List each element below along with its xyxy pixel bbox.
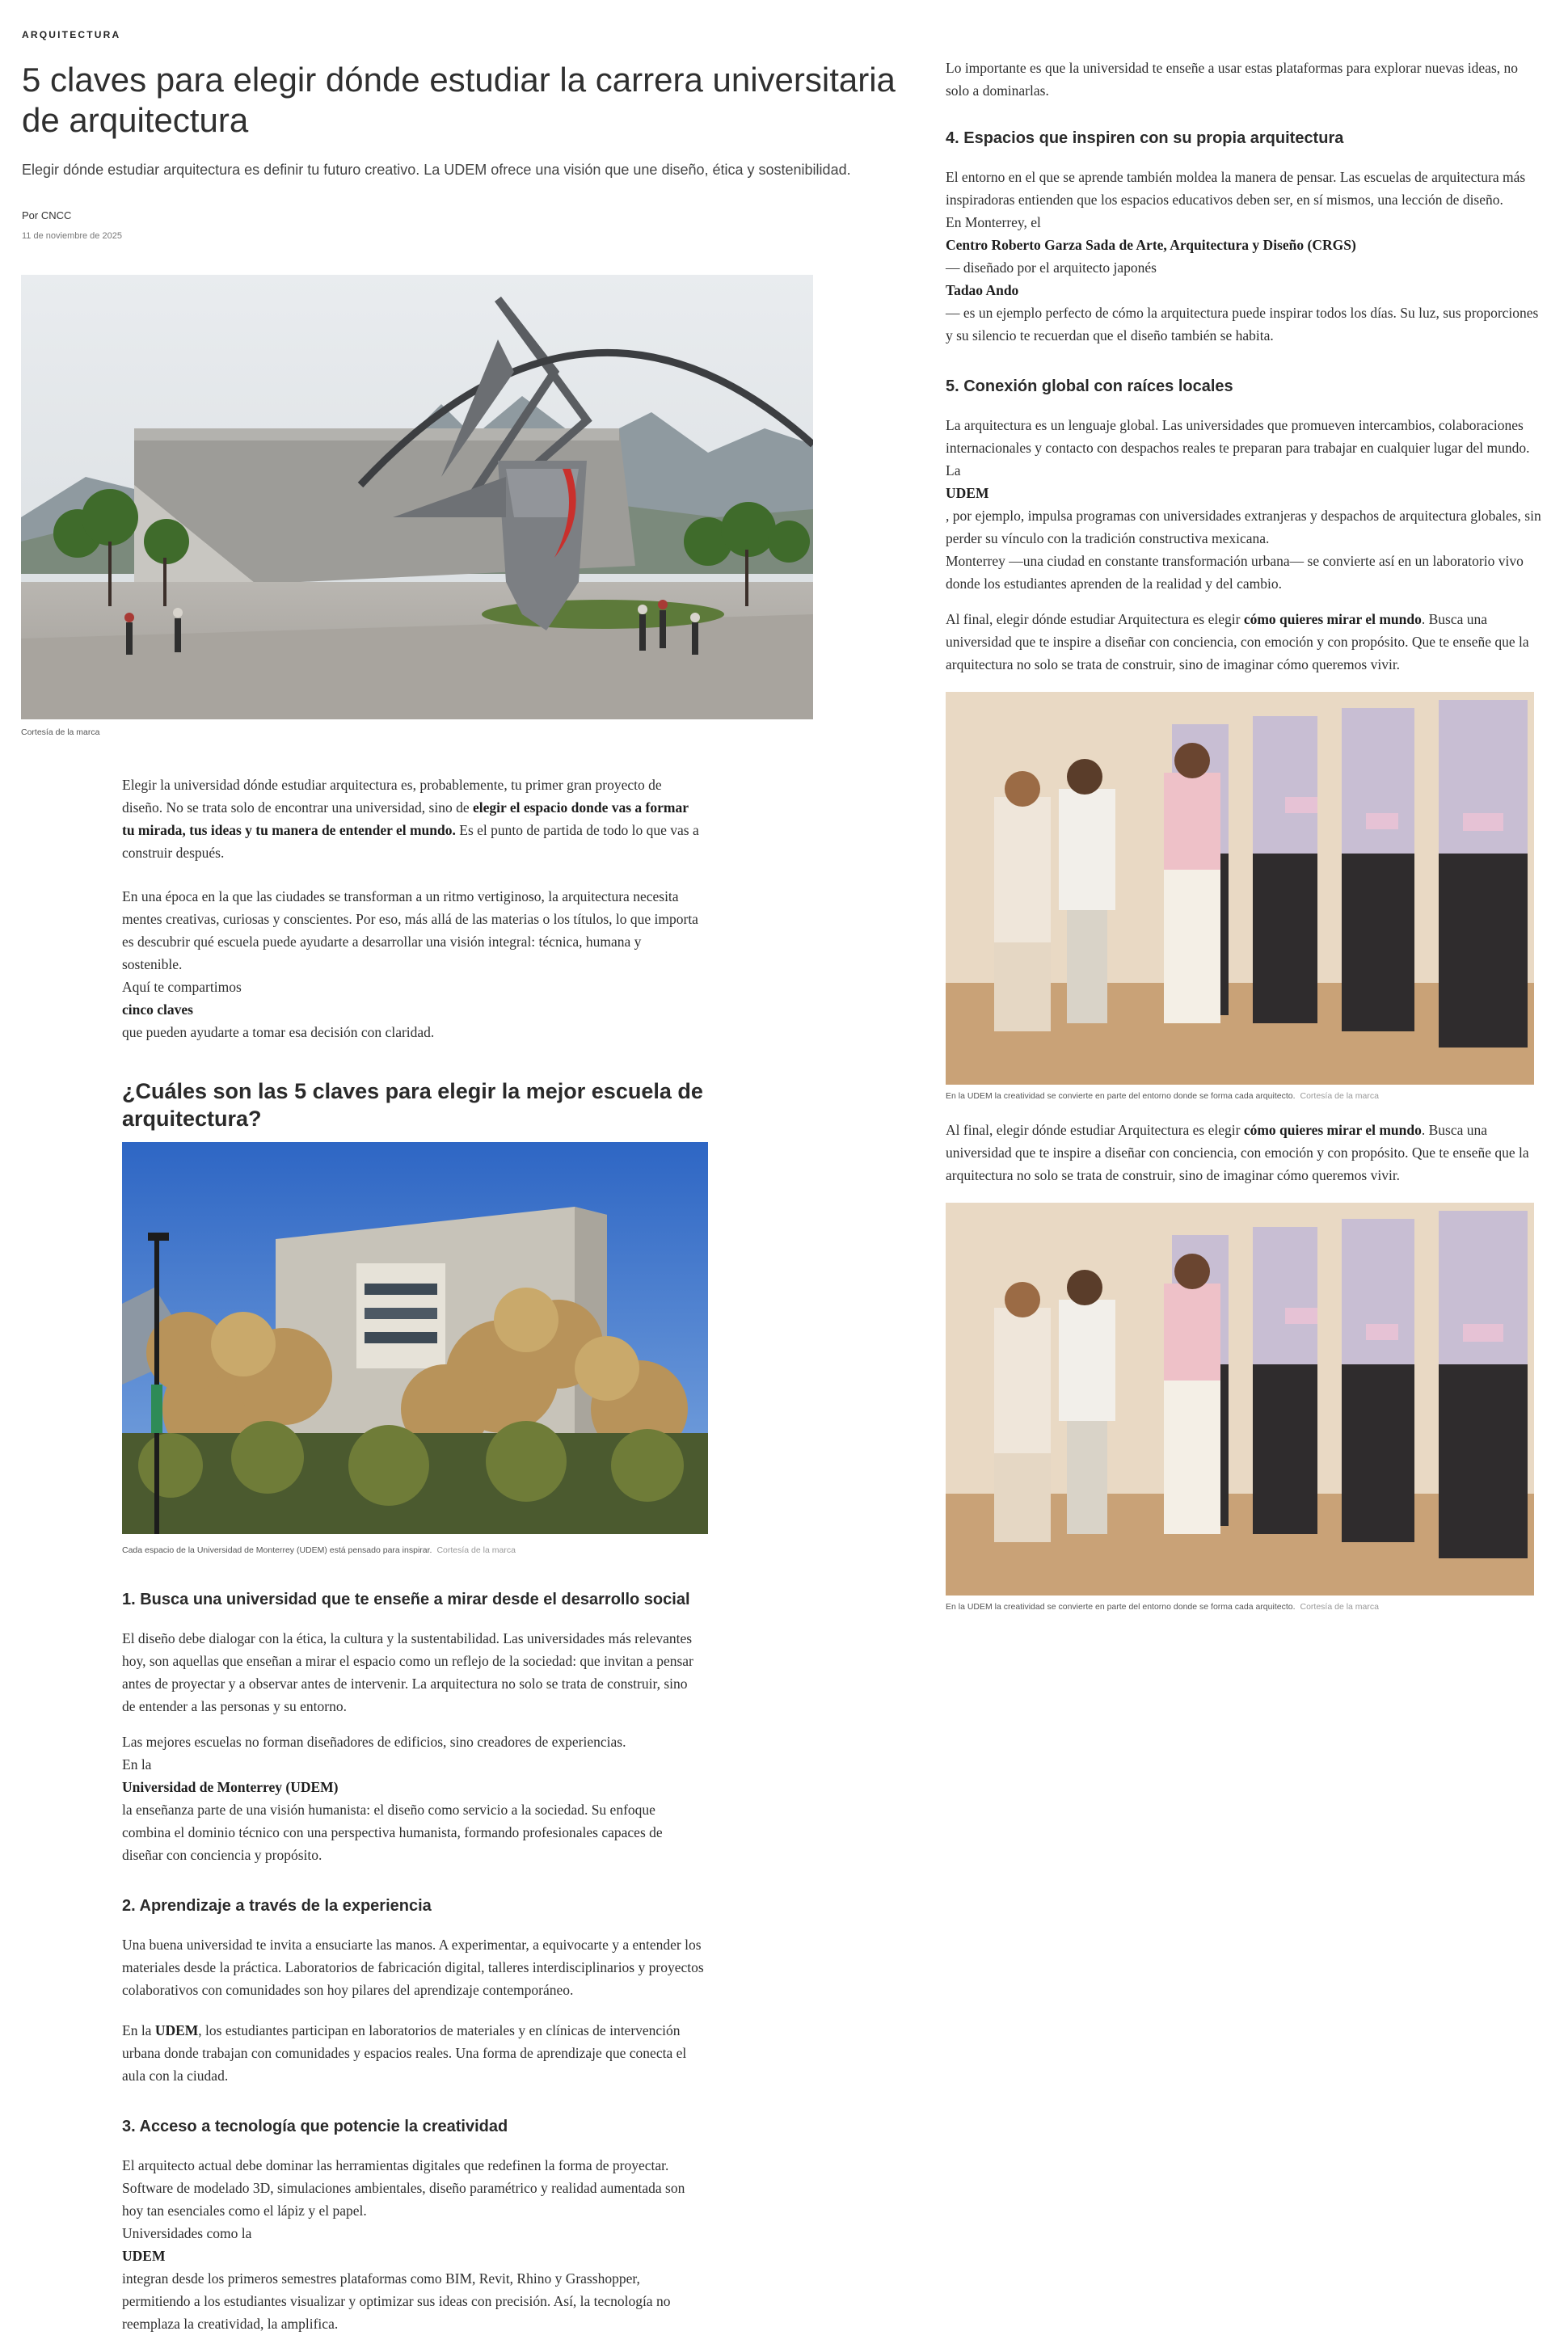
closing-paragraph-1: Al final, elegir dónde estudiar Arquitectura es elegir cómo quieres mirar el mundo. Busca una universidad que te inspire a diseñar con conciencia, con emoción y con propósito. Que te enseñe que la arquitectura no solo se trata de construir, sino de imaginar cómo queremos vivir. xyxy=(946,611,1529,672)
section-3-text: El arquitecto actual debe dominar las herramientas digitales que redefinen la forma de proyectar. Software de modelado 3D, simulaciones ambientales, diseño paramétrico y realidad aumentada son hoy tan esenciales como el lápiz y el papel. xyxy=(122,2157,685,2219)
section-3-text: Universidades como la UDEM integran desde los primeros semestres plataformas como BIM, Revit, Rhino y Grasshopper, permitiendo a los estudiantes visualizar y optimizar sus ideas con precisión. Así, la tecnología no reemplaza la creatividad, la amplifica. xyxy=(122,2225,671,2332)
students-figure-1 xyxy=(946,692,1544,1101)
students-caption-1: En la UDEM la creatividad se convierte en parte del entorno donde se forma cada arquitecto. Cortesía de la marca xyxy=(946,1091,1379,1101)
photo-credit: Cortesía de la marca xyxy=(436,1545,516,1555)
udem-building-illustration xyxy=(122,1142,708,1534)
intro-line: Aquí te compartimos cinco claves que pueden ayudarte a tomar esa decisión con claridad. xyxy=(122,979,435,1040)
main-section-heading: ¿Cuáles son las 5 claves para elegir la mejor escuela de arquitectura? xyxy=(122,1079,703,1131)
section-1-text: En la Universidad de Monterrey (UDEM) la enseñanza parte de una visión humanista: el diseño como servicio a la sociedad. Su enfoque combina el dominio técnico con una perspectiva humanista, formando profesionales capaces de diseñar con conciencia y propósito. xyxy=(122,1756,663,1863)
section-5-text: Monterrey —una ciudad en constante transformación urbana— se convierte así en un laboratorio vivo donde los estudiantes aprenden de la realidad y del cambio. xyxy=(946,553,1524,592)
intro-paragraph-2 xyxy=(122,885,704,1043)
campus-image xyxy=(122,1142,708,1534)
section-3-paragraph-1 xyxy=(122,2154,704,2335)
closing-paragraph-2: Al final, elegir dónde estudiar Arquitectura es elegir cómo quieres mirar el mundo. Busca una universidad que te inspire a diseñar con conciencia, con emoción y con propósito. Que te enseñe que la arquitectura no solo se trata de construir, sino de imaginar cómo queremos vivir. xyxy=(946,1122,1529,1183)
photo-credit: Cortesía de la marca xyxy=(1300,1602,1379,1612)
gallery-students-illustration xyxy=(946,692,1534,1085)
section-5-paragraph-1 xyxy=(946,414,1544,595)
section-3-heading: 3. Acceso a tecnología que potencie la creatividad xyxy=(122,2118,508,2135)
article-body-right xyxy=(946,57,1544,1612)
section-4-text: El entorno en el que se aprende también moldea la manera de pensar. Las escuelas de arquitectura más inspiradoras entienden que los espacios educativos deben ser, en sí mismos, una lección de diseño. xyxy=(946,169,1526,208)
article-dek: Elegir dónde estudiar arquitectura es definir tu futuro creativo. La UDEM ofrece una visión que une diseño, ética y sostenibilidad. xyxy=(22,162,851,178)
section-2-paragraph-2: En la UDEM, los estudiantes participan en laboratorios de materiales y en clínicas de intervención urbana donde trabajan con comunidades y espacios reales. Una forma de aprendizaje que conecta el aula con la ciudad. xyxy=(122,2022,687,2084)
section-1-paragraph-1: El diseño debe dialogar con la ética, la cultura y la sustentabilidad. Las universidades más relevantes hoy, son aquellas que enseñan a mirar el espacio como un reflejo de la sociedad: que invitan a pensar antes de proyectar y a observar antes de intervenir. La arquitectura no solo se trata de construir, sino de entender a las personas y su entorno. xyxy=(122,1630,693,1714)
publish-date: 11 de noviembre de 2025 xyxy=(22,231,122,241)
section-1-paragraph-2 xyxy=(122,1730,704,1866)
section-5-heading: 5. Conexión global con raíces locales xyxy=(946,377,1233,395)
students-caption-2: En la UDEM la creatividad se convierte en parte del entorno donde se forma cada arquitecto. Cortesía de la marca xyxy=(946,1602,1379,1612)
section-4-paragraph-1 xyxy=(946,166,1544,347)
section-5-text: La UDEM , por ejemplo, impulsa programas con universidades extranjeras y despachos de arquitectura globales, sin perder su vínculo con la tradición constructiva mexicana. xyxy=(946,462,1541,546)
author-byline: Por CNCC xyxy=(22,209,72,221)
crgs-building-illustration xyxy=(21,275,813,719)
students-image-1 xyxy=(946,692,1534,1085)
intro-paragraph-1 xyxy=(122,774,704,864)
photo-credit: Cortesía de la marca xyxy=(1300,1091,1379,1101)
campus-figure xyxy=(122,1142,704,1555)
section-3-paragraph-2: Lo importante es que la universidad te enseñe a usar estas plataformas para explorar nuevas ideas, no solo a dominarlas. xyxy=(946,60,1518,99)
section-1-heading: 1. Busca una universidad que te enseñe a mirar desde el desarrollo social xyxy=(122,1591,690,1608)
article-title: 5 claves para elegir dónde estudiar la carrera universitaria de arquitectura xyxy=(22,61,896,139)
section-5-text: La arquitectura es un lenguaje global. Las universidades que promueven intercambios, colaboraciones internacionales y contacto con despachos reales te preparan para trabajar en cualquier lugar del mundo. xyxy=(946,417,1530,456)
section-1-text: Las mejores escuelas no forman diseñadores de edificios, sino creadores de experiencias. xyxy=(122,1734,626,1750)
hero-image xyxy=(21,275,813,719)
campus-caption: Cada espacio de la Universidad de Monterrey (UDEM) está pensado para inspirar. Cortesía de la marca xyxy=(122,1545,516,1555)
intro-text: Elegir la universidad dónde estudiar arquitectura es, probablemente, tu primer gran proyecto de diseño. No se trata solo de encontrar una universidad, sino de xyxy=(122,777,662,816)
section-2-paragraph-1: Una buena universidad te invita a ensuciarte las manos. A experimentar, a equivocarte y a entender los materiales desde la práctica. Laboratorios de fabricación digital, talleres interdisciplinarios y proyectos colaborativos con comunidades son hoy pilares del aprendizaje contemporáneo. xyxy=(122,1937,704,1998)
section-4-heading: 4. Espacios que inspiren con su propia arquitectura xyxy=(946,129,1344,147)
article-body-left xyxy=(122,774,704,2348)
intro-emphasis: elegir el espacio donde vas a formar tu mirada, tus ideas y tu manera de entender el mundo. xyxy=(122,799,689,838)
gallery-students-illustration xyxy=(946,1203,1534,1596)
intro-text: Es el punto de partida de todo lo que vas a construir después. xyxy=(122,822,699,861)
hero-figure xyxy=(21,275,813,737)
category-kicker[interactable]: ARQUITECTURA xyxy=(22,29,121,40)
article-header xyxy=(22,29,903,241)
students-image-2 xyxy=(946,1203,1534,1596)
intro-text: En una época en la que las ciudades se transforman a un ritmo vertiginoso, la arquitectura necesita mentes creativas, curiosas y conscientes. Por eso, más allá de las materias o los títulos, lo que importa es descubrir qué escuela puede ayudarte a desarrollar una visión integral: técnica, humana y sostenible. xyxy=(122,888,698,972)
students-figure-2 xyxy=(946,1203,1544,1612)
section-2-heading: 2. Aprendizaje a través de la experiencia xyxy=(122,1897,432,1915)
section-4-text: En Monterrey, el Centro Roberto Garza Sada de Arte, Arquitectura y Diseño (CRGS) — diseñado por el arquitecto japonés Tadao Ando — es un ejemplo perfecto de cómo la arquitectura puede inspirar todos los días. Su luz, sus proporciones y su silencio te recuerdan que el diseño también se habita. xyxy=(946,214,1539,344)
hero-caption: Cortesía de la marca xyxy=(21,727,100,737)
